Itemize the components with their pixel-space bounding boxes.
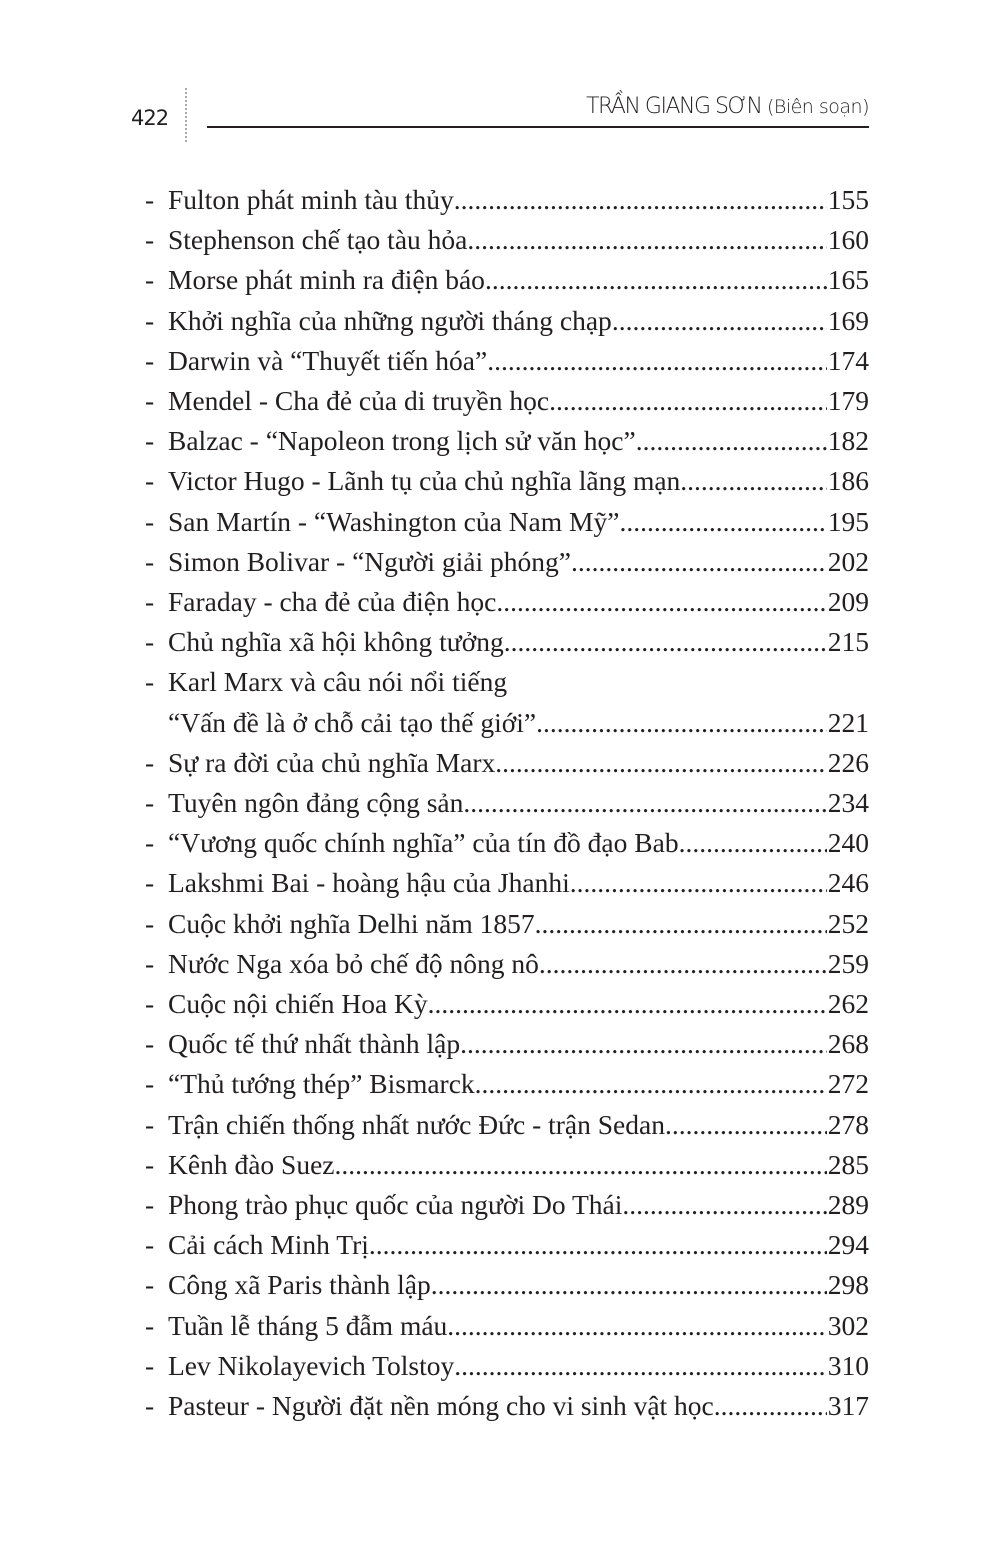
entry-page: 246 [827, 867, 869, 899]
entry-title: “Thủ tướng thép” Bismarck [168, 1068, 475, 1100]
toc-entry [145, 381, 869, 421]
dot-leader [454, 180, 827, 220]
toc-entry [145, 542, 869, 582]
entry-title: Kênh đào Suez [168, 1148, 335, 1180]
bullet-dash: - [145, 465, 155, 497]
toc-entry [145, 1265, 869, 1305]
entry-page: 285 [827, 1148, 869, 1180]
entry-title: Chủ nghĩa xã hội không tưởng [168, 626, 504, 658]
entry-page: 278 [827, 1108, 869, 1140]
bullet-dash: - [145, 1028, 155, 1060]
entry-title: Quốc tế thứ nhất thành lập [168, 1028, 461, 1060]
dot-leader [535, 904, 827, 944]
bullet-dash: - [145, 1349, 155, 1381]
toc-entry [145, 1386, 869, 1426]
entry-page: 252 [827, 907, 869, 939]
bullet-dash: - [145, 1269, 155, 1301]
bullet-dash: - [145, 1229, 155, 1261]
entry-title: Sự ra đời của chủ nghĩa Marx [168, 746, 496, 778]
bullet-dash: - [145, 545, 155, 577]
entry-title: Công xã Paris thành lập [168, 1269, 431, 1301]
entry-page: 195 [827, 505, 869, 537]
toc-entry [145, 502, 869, 542]
entry-page: 186 [827, 465, 869, 497]
entry-title: Fulton phát minh tàu thủy [168, 184, 454, 215]
author-role: (Biên soạn) [766, 96, 869, 118]
toc-entry [145, 743, 869, 783]
dot-leader [431, 1265, 827, 1305]
toc-entry [145, 1306, 869, 1346]
bullet-dash: - [145, 586, 155, 618]
entry-title: Phong trào phục quốc của người Do Thái [168, 1189, 623, 1221]
entry-page: 268 [827, 1028, 869, 1060]
entry-page: 259 [827, 947, 869, 979]
toc-entry [145, 662, 869, 742]
entry-page: 298 [827, 1269, 869, 1301]
bullet-dash: - [145, 304, 155, 336]
toc-entry [145, 1225, 869, 1265]
bullet-dash: - [145, 1108, 155, 1140]
dot-leader [467, 220, 826, 260]
toc-entry [145, 1105, 869, 1145]
entry-title: Morse phát minh ra điện báo [168, 264, 485, 296]
toc-entry [145, 823, 869, 863]
entry-title: Nước Nga xóa bỏ chế độ nông nô [168, 947, 539, 979]
entry-page: 262 [827, 988, 869, 1020]
entry-title: Pasteur - Người đặt nền móng cho vi sinh vật học [168, 1390, 714, 1422]
entry-page: 209 [827, 586, 869, 618]
dot-leader [619, 502, 826, 542]
running-header [586, 94, 869, 119]
bullet-dash: - [145, 1148, 155, 1180]
toc-entry [145, 461, 869, 501]
entry-title: Simon Bolivar - “Người giải phóng” [168, 545, 571, 577]
entry-title: Mendel - Cha đẻ của di truyền học [168, 385, 550, 417]
bullet-dash: - [145, 1068, 155, 1100]
dot-leader [536, 703, 827, 743]
entry-page: 174 [827, 344, 869, 376]
page-number: 422 [131, 106, 169, 130]
toc-entry [145, 301, 869, 341]
dot-leader [612, 301, 827, 341]
bullet-dash: - [145, 907, 155, 939]
entry-title: Darwin và “Thuyết tiến hóa” [168, 344, 488, 376]
dot-leader [495, 743, 826, 783]
dot-leader [454, 1346, 826, 1386]
entry-title: Faraday - cha đẻ của điện học [168, 586, 497, 618]
entry-title: Cuộc khởi nghĩa Delhi năm 1857 [168, 907, 535, 939]
bullet-dash: - [145, 184, 155, 215]
entry-page: 221 [827, 706, 869, 738]
entry-title: Balzac - “Napoleon trong lịch sử văn học” [168, 425, 636, 457]
entry-title: “Vương quốc chính nghĩa” của tín đồ đạo Bab [168, 827, 679, 859]
dot-leader [571, 542, 827, 582]
entry-title: Lev Nikolayevich Tolstoy [168, 1349, 455, 1381]
entry-page: 302 [827, 1309, 869, 1341]
bullet-dash: - [145, 666, 155, 698]
dot-leader [714, 1386, 827, 1426]
entry-page: 234 [827, 787, 869, 819]
toc-entry [145, 622, 869, 662]
toc-entry [145, 783, 869, 823]
entry-page: 310 [827, 1349, 869, 1381]
dot-leader [504, 622, 827, 662]
entry-title: “Vấn đề là ở chỗ cải tạo thế giới” [168, 706, 537, 738]
toc-entry [145, 1024, 869, 1064]
dot-leader [334, 1145, 826, 1185]
toc-entry [145, 1064, 869, 1104]
dot-leader [460, 1024, 827, 1064]
entry-title: Lakshmi Bai - hoàng hậu của Jhanhi [168, 867, 570, 899]
entry-page: 317 [827, 1390, 869, 1422]
bullet-dash: - [145, 746, 155, 778]
bullet-dash: - [145, 1189, 155, 1221]
toc-entry [145, 904, 869, 944]
entry-page: 179 [827, 385, 869, 417]
bullet-dash: - [145, 224, 155, 256]
entry-page: 169 [827, 304, 869, 336]
toc-entry [145, 1145, 869, 1185]
entry-page: 226 [827, 746, 869, 778]
dot-leader [369, 1225, 827, 1265]
entry-page: 240 [827, 827, 869, 859]
dot-leader [447, 1306, 826, 1346]
bullet-dash: - [145, 827, 155, 859]
bullet-dash: - [145, 505, 155, 537]
entry-title: Tuyên ngôn đảng cộng sản [168, 787, 464, 819]
dot-leader [487, 341, 827, 381]
header-divider [185, 88, 187, 142]
entry-page: 165 [827, 264, 869, 296]
dot-leader [665, 1105, 827, 1145]
toc-entry [145, 984, 869, 1024]
entry-title: Cuộc nội chiến Hoa Kỳ [168, 988, 428, 1020]
dot-leader [485, 260, 827, 300]
toc-entry [145, 421, 869, 461]
bullet-dash: - [145, 344, 155, 376]
bullet-dash: - [145, 988, 155, 1020]
toc-entry [145, 944, 869, 984]
dot-leader [539, 944, 827, 984]
dot-leader [679, 823, 827, 863]
bullet-dash: - [145, 1390, 155, 1422]
toc-entry [145, 220, 869, 260]
entry-title: San Martín - “Washington của Nam Mỹ” [168, 505, 620, 537]
toc-entry [145, 180, 869, 220]
author-name: TRẦN GIANG SƠN [586, 94, 762, 119]
bullet-dash: - [145, 1309, 155, 1341]
entry-page: 289 [827, 1189, 869, 1221]
bullet-dash: - [145, 787, 155, 819]
bullet-dash: - [145, 385, 155, 417]
bullet-dash: - [145, 867, 155, 899]
toc-entry [145, 582, 869, 622]
entry-title: Khởi nghĩa của những người tháng chạp [168, 304, 612, 336]
dot-leader [463, 783, 826, 823]
dot-leader [428, 984, 827, 1024]
table-of-contents [145, 180, 869, 1426]
dot-leader [636, 421, 827, 461]
entry-title: Victor Hugo - Lãnh tụ của chủ nghĩa lãng mạn [168, 465, 681, 497]
toc-entry [145, 1346, 869, 1386]
dot-leader [475, 1064, 827, 1104]
entry-title: Trận chiến thống nhất nước Đức - trận Sedan [168, 1108, 665, 1140]
dot-leader [496, 582, 826, 622]
entry-page: 155 [827, 184, 869, 215]
entry-page: 160 [827, 224, 869, 256]
entry-page: 182 [827, 425, 869, 457]
entry-page: 272 [827, 1068, 869, 1100]
header-rule [207, 126, 869, 128]
dot-leader [549, 381, 827, 421]
toc-entry [145, 260, 869, 300]
entry-page: 202 [827, 545, 869, 577]
toc-entry [145, 1185, 869, 1225]
dot-leader [680, 461, 826, 501]
bullet-dash: - [145, 947, 155, 979]
entry-title: Stephenson chế tạo tàu hỏa [168, 224, 468, 256]
entry-title: Tuần lễ tháng 5 đẫm máu [168, 1309, 448, 1341]
entry-title-line1: Karl Marx và câu nói nổi tiếng [168, 666, 508, 698]
entry-page: 215 [827, 626, 869, 658]
bullet-dash: - [145, 626, 155, 658]
toc-entry [145, 341, 869, 381]
dot-leader [570, 863, 827, 903]
bullet-dash: - [145, 425, 155, 457]
entry-title: Cải cách Minh Trị [168, 1229, 369, 1261]
bullet-dash: - [145, 264, 155, 296]
toc-entry [145, 863, 869, 903]
dot-leader [622, 1185, 826, 1225]
entry-page: 294 [827, 1229, 869, 1261]
